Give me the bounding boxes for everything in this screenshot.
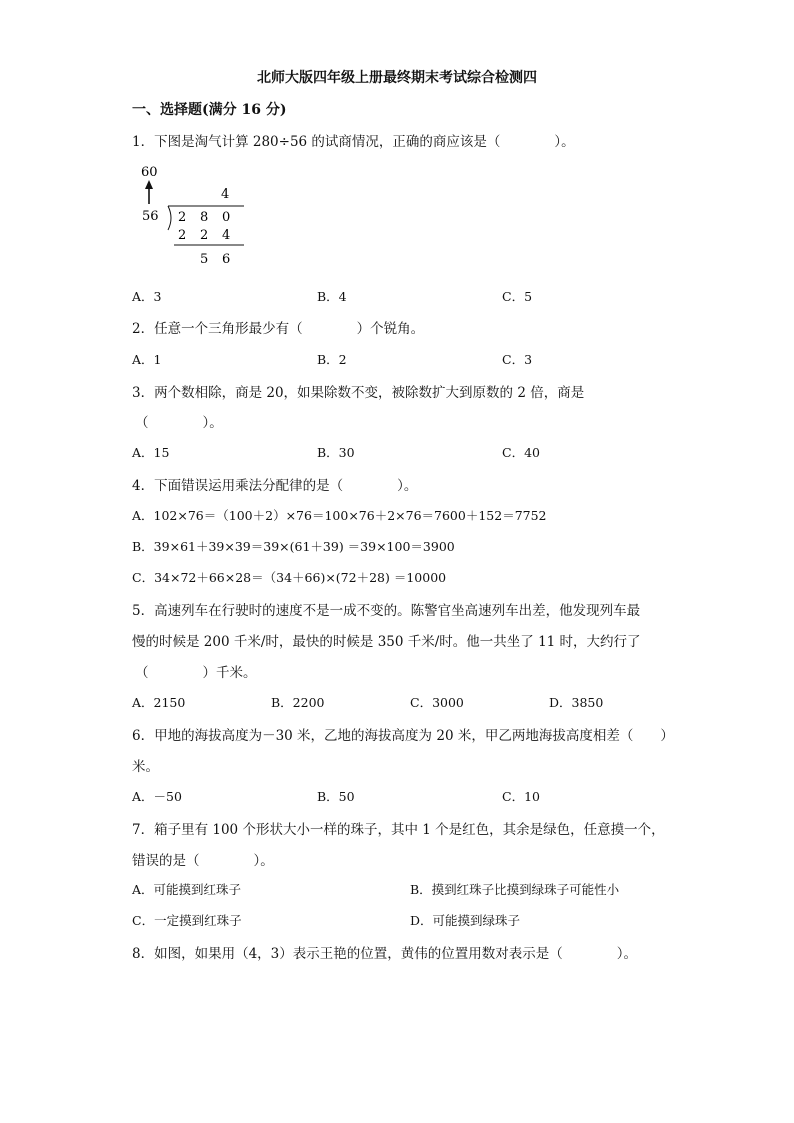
q1-option-a[interactable]: A．3: [132, 289, 162, 304]
divisor: 56: [142, 209, 159, 224]
remainder-digit-2: 6: [222, 252, 231, 267]
q4-option-b[interactable]: B．39×61＋39×39＝39×(61＋39) ＝39×100＝3900: [132, 539, 455, 554]
q5-option-d[interactable]: D．3850: [549, 695, 604, 710]
product-digit-1: 2: [178, 228, 187, 243]
question-5-text-line2: 慢的时候是 200 千米/时，最快的时候是 350 千米/时。他一共坐了 11 时，大约行了: [132, 634, 641, 650]
q4-option-a[interactable]: A．102×76＝（100＋2）×76＝100×76＋2×76＝7600＋152＝7752: [132, 508, 547, 523]
q7-option-c[interactable]: C．一定摸到红珠子: [132, 913, 242, 928]
q5-option-b[interactable]: B．2200: [271, 695, 325, 710]
long-division-figure: [138, 158, 258, 268]
q4-option-c[interactable]: C．34×72＋66×28＝（34＋66)×(72＋28) ＝10000: [132, 570, 447, 585]
dividend-digit-3: 0: [222, 210, 231, 225]
question-6-text-line1: 6．甲地的海拔高度为－30 米，乙地的海拔高度为 20 米，甲乙两地海拔高度相差（ ）: [132, 728, 674, 744]
question-7-text-line2: 错误的是（ ）。: [132, 853, 274, 869]
question-3-text-line2: （ ）。: [135, 415, 223, 431]
quotient-digit: 4: [221, 187, 230, 202]
q7-option-d[interactable]: D．可能摸到绿珠子: [410, 913, 521, 928]
q7-option-a[interactable]: A．可能摸到红珠子: [132, 882, 242, 897]
product-digit-3: 4: [222, 228, 231, 243]
q3-option-a[interactable]: A．15: [132, 445, 170, 460]
q2-option-b[interactable]: B．2: [317, 352, 347, 367]
q7-option-b[interactable]: B．摸到红珠子比摸到绿珠子可能性小: [410, 882, 620, 897]
q5-option-a[interactable]: A．2150: [132, 695, 186, 710]
q3-option-b[interactable]: B．30: [317, 445, 355, 460]
page-title: 北师大版四年级上册最终期末考试综合检测四: [257, 70, 537, 86]
up-arrow-icon: [145, 180, 153, 189]
q2-option-a[interactable]: A．1: [132, 352, 162, 367]
question-2-text: 2．任意一个三角形最少有（ ）个锐角。: [132, 321, 425, 337]
question-1-text: 1．下图是淘气计算 280÷56 的试商情况，正确的商应该是（ ）。: [132, 134, 575, 150]
q6-option-a[interactable]: A．－50: [132, 789, 182, 804]
trial-quotient: 60: [141, 165, 158, 180]
question-3-text-line1: 3．两个数相除，商是 20，如果除数不变，被除数扩大到原数的 2 倍，商是: [132, 385, 585, 401]
product-digit-2: 2: [200, 228, 209, 243]
question-5-text-line3: （ ）千米。: [135, 665, 257, 681]
q6-option-c[interactable]: C．10: [502, 789, 540, 804]
q2-option-c[interactable]: C．3: [502, 352, 533, 367]
dividend-digit-1: 2: [178, 210, 187, 225]
q3-option-c[interactable]: C．40: [502, 445, 540, 460]
q1-option-b[interactable]: B．4: [317, 289, 347, 304]
remainder-digit-1: 5: [200, 252, 209, 267]
question-8-text: 8．如图，如果用（4，3）表示王艳的位置，黄伟的位置用数对表示是（ ）。: [132, 946, 638, 962]
q6-option-b[interactable]: B．50: [317, 789, 355, 804]
q1-option-c[interactable]: C．5: [502, 289, 533, 304]
section-heading: 一、选择题(满分 16 分): [132, 102, 287, 118]
question-5-text-line1: 5．高速列车在行驶时的速度不是一成不变的。陈警官坐高速列车出差，他发现列车最: [132, 603, 641, 619]
question-6-text-line2: 米。: [132, 759, 159, 775]
dividend-digit-2: 8: [200, 210, 209, 225]
question-7-text-line1: 7．箱子里有 100 个形状大小一样的珠子，其中 1 个是红色，其余是绿色，任意摸一个，: [132, 822, 665, 838]
q5-option-c[interactable]: C．3000: [410, 695, 464, 710]
division-bracket: [168, 206, 171, 230]
question-4-text: 4．下面错误运用乘法分配律的是（ ）。: [132, 478, 418, 494]
